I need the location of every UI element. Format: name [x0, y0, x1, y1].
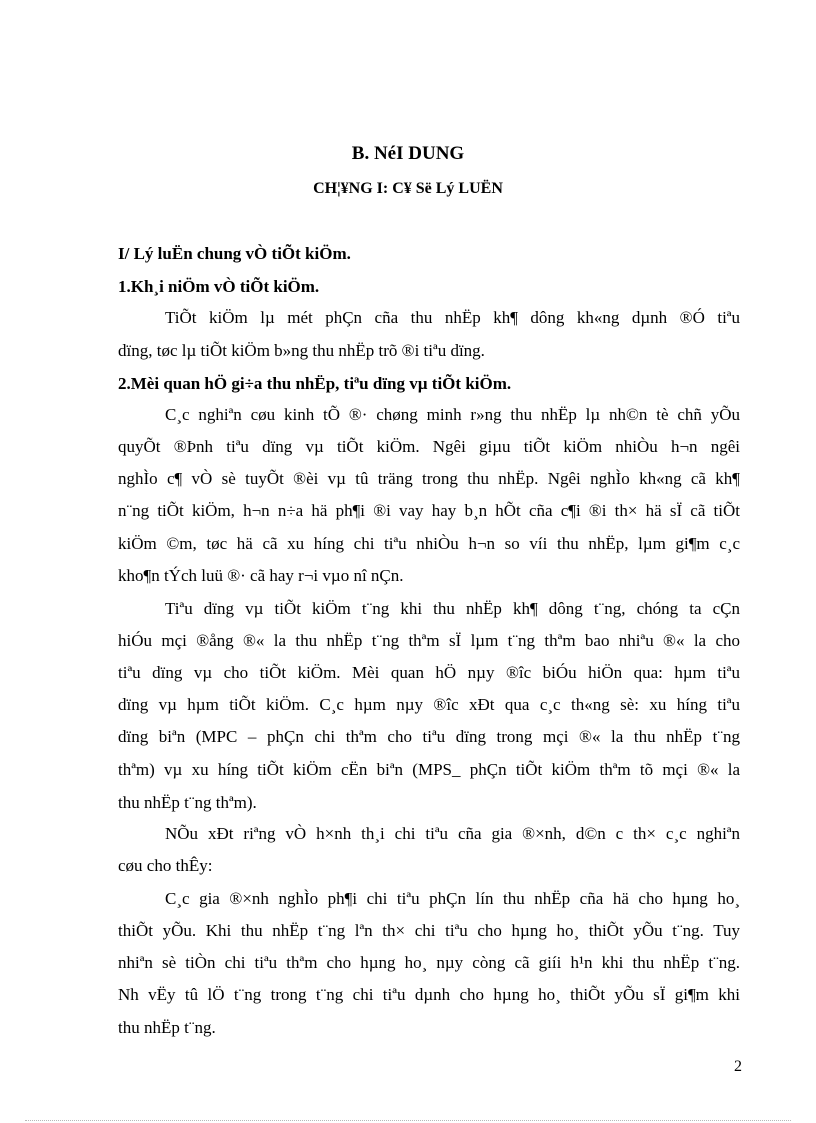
section-heading: I/ Lý luËn chung vÒ tiÕt kiÖm.	[118, 244, 351, 263]
paragraph-line: thªm) vµ xu híng tiÕt kiÖm cËn biªn (MPS_ phÇn tiÕt kiÖm thªm tõ mçi ®« la	[118, 760, 740, 779]
paragraph-line: C¸c gia ®×nh nghÌo ph¶i chi tiªu phÇn lín thu nhËp cña hä cho hµng ho¸	[165, 889, 740, 908]
paragraph-line: thu nhËp t¨ng thªm).	[118, 793, 257, 812]
page-number: 2	[734, 1058, 742, 1075]
paragraph-line: NÕu xÐt riªng vÒ h×nh th¸i chi tiªu cña gia ®×nh, d©n c th× c¸c nghiªn	[165, 824, 740, 843]
paragraph-line: TiÕt kiÖm lµ mét phÇn cña thu nhËp kh¶ dông kh«ng dµnh ®Ó tiªu	[165, 308, 740, 327]
subsection-heading-2: 2.Mèi quan hÖ gi÷a thu nhËp, tiªu dïng vµ tiÕt kiÖm.	[118, 374, 512, 393]
paragraph-line: nhiªn sè tiÒn chi tiªu thªm cho hµng ho¸ nµy còng cã giíi h¹n khi thu nhËp t¨ng.	[118, 953, 740, 972]
paragraph-line: dïng vµ hµm tiÕt kiÖm. C¸c hµm nµy ®îc xÐt qua c¸c th«ng sè: xu híng tiªu	[118, 695, 740, 714]
paragraph-line: C¸c nghiªn cøu kinh tÕ ®· chøng minh r»ng thu nhËp lµ nh©n tè chñ yÕu	[165, 405, 740, 424]
paragraph-line: thu nhËp t¨ng.	[118, 1018, 216, 1037]
paragraph-line: dïng biªn (MPC – phÇn chi thªm cho tiªu dïng trong mçi ®« la thu nhËp t¨ng	[118, 727, 740, 746]
paragraph-line: thiÕt yÕu. Khi thu nhËp t¨ng lªn th× chi tiªu cho hµng ho¸ thiÕt yÕu t¨ng. Tuy	[118, 921, 740, 940]
chapter-title: CH¦¥NG I: C¥ Së Lý LUËN	[313, 180, 503, 197]
paragraph-line: hiÓu mçi ®ång ®« la thu nhËp t¨ng thªm sÏ lµm t¨ng thªm bao nhiªu ®« la cho	[118, 631, 740, 650]
paragraph-line: cøu cho thÊy:	[118, 856, 213, 875]
page-bottom-divider	[25, 1120, 791, 1121]
paragraph-line: dïng, tøc lµ tiÕt kiÖm b»ng thu nhËp trõ ®i tiªu dïng.	[118, 341, 485, 360]
paragraph-line: quyÕt ®Þnh tiªu dïng vµ tiÕt kiÖm. Ngêi giµu tiÕt kiÖm nhiÒu h¬n ngêi	[118, 437, 740, 456]
paragraph-line: n¨ng tiÕt kiÖm, h¬n n÷a hä ph¶i ®i vay hay b¸n hÕt cña c¶i ®i th× hä sÏ cã tiÕt	[118, 501, 740, 520]
paragraph-line: Tiªu dïng vµ tiÕt kiÖm t¨ng khi thu nhËp kh¶ dông t¨ng, chóng ta cÇn	[165, 599, 740, 618]
subsection-heading-1: 1.Kh¸i niÖm vÒ tiÕt kiÖm.	[118, 277, 320, 296]
paragraph-line: Nh vËy tû lÖ t¨ng trong t¨ng chi tiªu dµnh cho hµng ho¸ thiÕt yÕu sÏ gi¶m khi	[118, 985, 740, 1004]
paragraph-line: kho¶n tÝch luü ®· cã hay r¬i vµo nî nÇn.	[118, 566, 404, 585]
document-title: B. NéI DUNG	[351, 143, 465, 164]
paragraph-line: tiªu dïng vµ cho tiÕt kiÖm. Mèi quan hÖ nµy ®îc biÓu hiÖn qua: hµm tiªu	[118, 663, 740, 682]
paragraph-line: nghÌo c¶ vÒ sè tuyÕt ®èi vµ tû träng trong thu nhËp. Ngêi nghÌo kh«ng cã kh¶	[118, 469, 740, 488]
paragraph-line: kiÖm ©m, tøc hä cã xu híng chi tiªu nhiÒu h¬n so víi thu nhËp, lµm gi¶m c¸c	[118, 534, 740, 553]
